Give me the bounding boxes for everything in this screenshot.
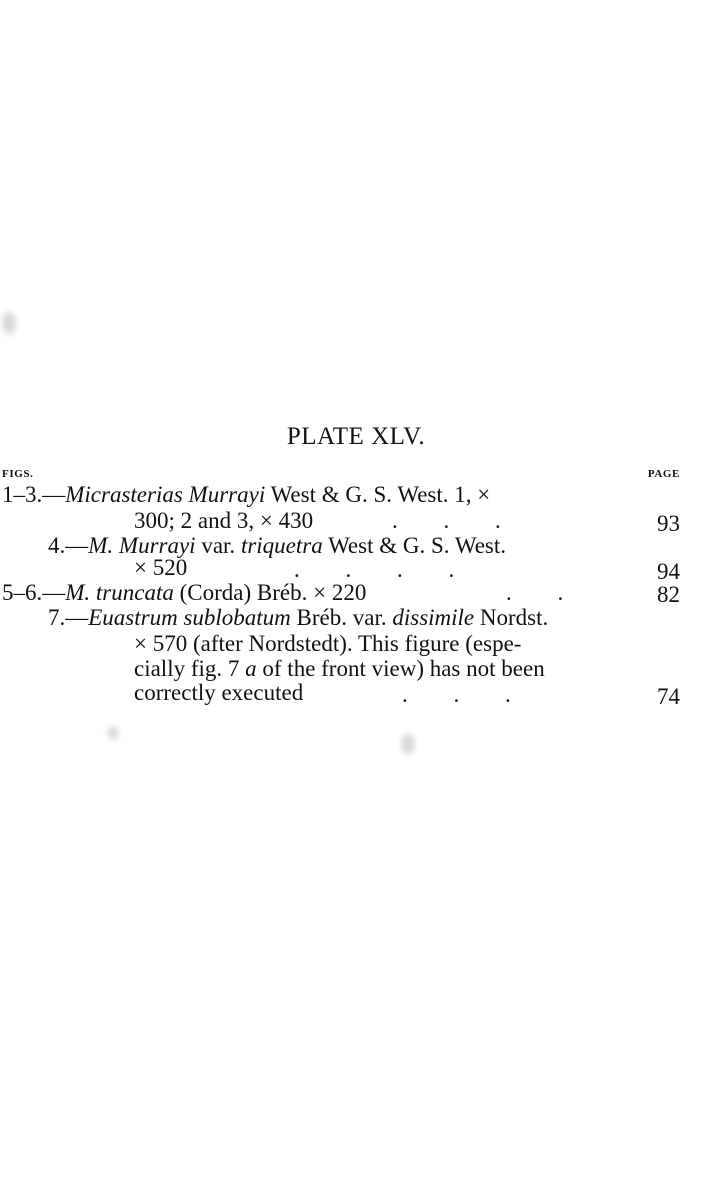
entry-line — [48, 533, 506, 559]
dash: — — [65, 533, 89, 558]
entry-text: of the front view) has not been — [262, 656, 545, 681]
dot-leader: . . . — [402, 682, 511, 707]
dash: — — [42, 482, 66, 507]
var-label: var. — [201, 533, 236, 558]
dot-leader: . . — [506, 580, 564, 605]
entry-text: West & G. S. West. 1, × — [270, 482, 491, 507]
scan-speck — [108, 726, 118, 740]
entry-text: cially fig. 7 — [134, 656, 240, 681]
dash: — — [42, 580, 66, 605]
plate-title: PLATE XLV. — [286, 423, 426, 450]
entry-line — [2, 482, 490, 508]
fig-number: 7. — [48, 605, 66, 630]
species-name: M. Murrayi — [88, 533, 196, 558]
dash: — — [65, 605, 89, 630]
species-name: M. truncata — [65, 580, 174, 605]
page-number: 82 — [657, 582, 680, 607]
entry-line: correctly executed — [134, 680, 304, 705]
scan-speck — [401, 734, 415, 754]
dot-leader: . . . . — [294, 557, 455, 582]
variety-name: dissimile — [392, 605, 475, 630]
entry-line — [48, 605, 548, 631]
figure-letter: a — [245, 656, 257, 681]
entry-text: (Corda) Bréb. × 220 — [179, 580, 367, 605]
figs-column-header: FIGS. — [2, 468, 34, 480]
entry-line — [2, 580, 366, 606]
page-column-header: PAGE — [647, 468, 680, 480]
dot-leader: . . . — [392, 508, 501, 533]
var-label: Bréb. var. — [296, 605, 387, 630]
entry-line: 300; 2 and 3, × 430 — [134, 508, 314, 533]
entry-line: × 570 (after Nordstedt). This figure (espe- — [134, 631, 522, 656]
fig-number: 5–6. — [2, 580, 43, 605]
page-number: 74 — [657, 684, 680, 709]
scan-speck — [2, 312, 16, 334]
fig-number: 1–3. — [2, 482, 43, 507]
page-number: 93 — [657, 511, 680, 536]
entry-text: West & G. S. West. — [328, 533, 507, 558]
entry-line — [134, 656, 545, 682]
variety-name: triquetra — [240, 533, 323, 558]
page-number: 94 — [657, 559, 680, 584]
species-name: Euastrum sublobatum — [88, 605, 291, 630]
fig-number: 4. — [48, 533, 66, 558]
entry-text: Nordst. — [479, 605, 549, 630]
species-name: Micrasterias Murrayi — [65, 482, 266, 507]
entry-line: × 520 — [134, 555, 188, 580]
